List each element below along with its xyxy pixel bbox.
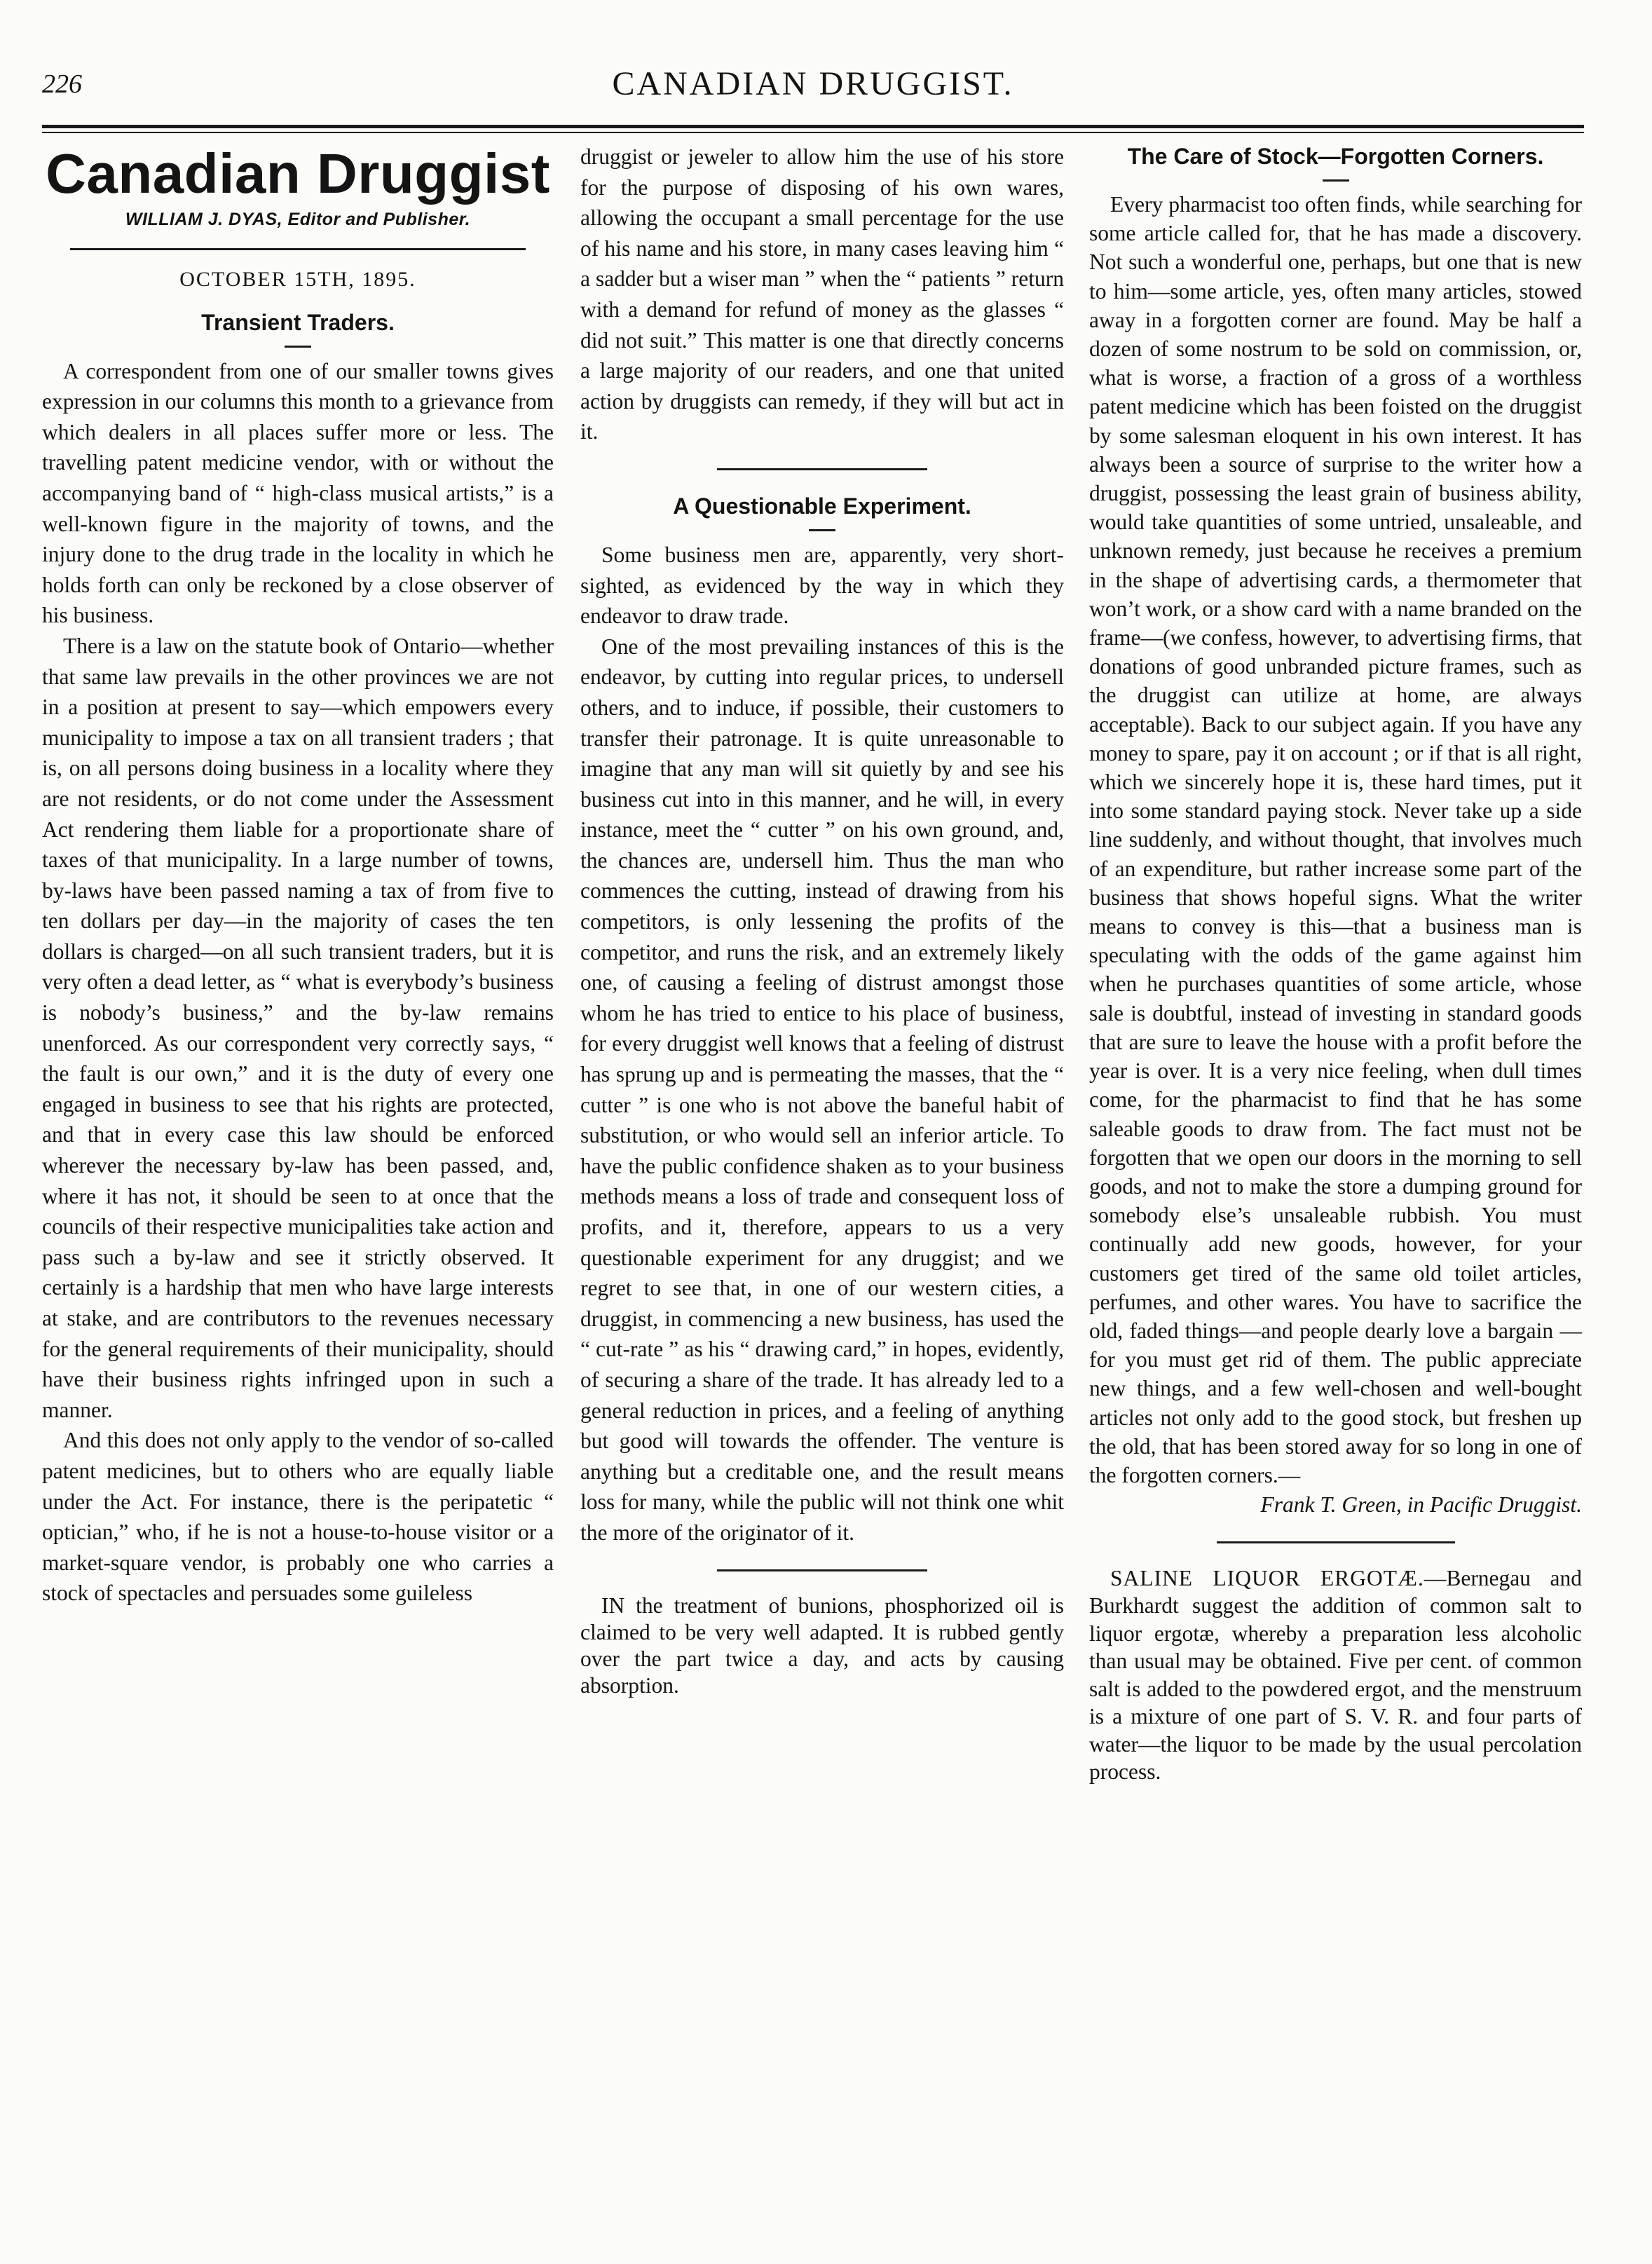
article-heading-questionable-experiment: A Questionable Experiment. <box>673 493 971 519</box>
saline-liquor-note <box>1089 1564 1582 1786</box>
article-paragraph: And this does not only apply to the vendor of so-called patent medicines, but to others who are equally liable under the Act. For instance, there is the peripatetic “ optician,” who, if he is not a house-to-house visitor or a market-square vendor, is probably one who carries a stock of spectacles and persuades some guileless <box>42 1428 554 1606</box>
header-rule-thick <box>42 125 1584 128</box>
issue-date: OCTOBER 15TH, 1895. <box>179 268 416 291</box>
column-left <box>42 142 554 1609</box>
article-paragraph-continued: druggist or jeweler to allow him the use of his store for the purpose of disposing of his own wares, allowing the occupant a small percentage for the use of his name and his store, in many cases leaving him “ a sadder but a wiser man ” when the “ patients ” return with a demand for refund of money as the glasses “ did not suit.” This matter is one that directly concerns a large majority of our readers, and one that united action by druggists can remedy, if they will but act in it. <box>580 144 1064 444</box>
article-paragraph: There is a law on the statute book of Ontario—whether that same law prevails in the other provinces we are not in a position at present to say—which empowers every municipality to impose a tax on all transient traders ; that is, on all persons doing business in a locality where they are not residents, or do not come under the Assessment Act rendering them liable for a proportionate share of taxes of that municipality. In a large number of towns, by-laws have been passed naming a tax of from five to ten dollars per day—in the majority of cases the ten dollars is charged—on all such transient traders, but it is very often a dead letter, as “ what is everybody’s business is nobody’s business,” and the by-law remains unenforced. As our correspondent very correctly says, “ the fault is our own,” and it is the duty of every one engaged in business to see that his rights are protected, and that in every case this law should be enforced wherever the necessary by-law has been passed, and, where it has not, it should be seen to at once that the councils of their respective municipalities take action and pass such a by-law and see it strictly observed. It certainly is a hardship that men who have large interests at stake, and are contributors to the revenues necessary for the general requirements of their municipality, should have their business rights infringed upon in such a manner. <box>42 633 554 1422</box>
saline-liquor-text: —Bernegau and Burkhardt suggest the addition of common salt to liquor ergotæ, whereby a preparation less alcoholic than usual may be obtained. Five per cent. of common salt is added to the powdered ergot, and the menstruum is a mixture of one part of S. V. R. and four parts of water—the liquor to be made by the usual percolation process. <box>1089 1565 1582 1785</box>
article-paragraph: One of the most prevailing instances of this is the endeavor, by cutting into regular prices, to undersell others, and to induce, if possible, their customers to transfer their patronage. It is quite unreasonable to imagine that any man will sit quietly by and see his business cut into in this manner, and he will, in every instance, meet the “ cutter ” on his own ground, and, the chances are, undersell him. Thus the man who commences the cutting, instead of drawing from his competitors, is only lessening the profits of the competitor, and runs the risk, and an extremely likely one, of causing a feeling of distrust amongst those whom he has tried to entice to his place of business, for every druggist well knows that a feeling of distrust has sprung up and is permeating the masses, that the “ cutter ” is one who is not above the baneful habit of substitution, or who would sell an inferior article. To have the public confidence shaken as to your business methods means a loss of trade and consequent loss of profits, and it, therefore, appears to us a very questionable experiment for any druggist; and we regret to see that, in one of our western cities, a druggist, in commencing a new business, has used the “ cut-rate ” as his “ drawing card,” in hopes, evidently, of securing a share of the trade. It has already led to a general reduction in prices, and a feeling of anything but good will towards the offender. The venture is anything but a creditable one, and the result means loss for many, while the public will not think one whit the more of the originator of it. <box>580 634 1064 1545</box>
article-paragraph: Some business men are, apparently, very short-sighted, as evidenced by the way in which they endeavor to draw trade. <box>580 542 1064 629</box>
heading-dash <box>1323 179 1349 182</box>
article-heading-transient-traders: Transient Traders. <box>201 309 395 335</box>
saline-liquor-lead: SALINE LIQUOR ERGOTÆ. <box>1110 1565 1424 1590</box>
article-heading-care-of-stock: The Care of Stock—Forgotten Corners. <box>1127 144 1544 169</box>
page-number: 226 <box>42 69 82 99</box>
masthead-title: Canadian Druggist <box>46 142 550 205</box>
heading-dash <box>285 346 311 348</box>
page-header <box>42 65 1584 118</box>
header-rule-thin <box>42 132 1584 133</box>
masthead-rule <box>70 248 526 250</box>
column-right <box>1089 142 1582 1786</box>
article-signature: Frank T. Green, in Pacific Druggist. <box>1260 1492 1582 1518</box>
section-separator <box>1217 1541 1455 1543</box>
article-paragraph: A correspondent from one of our smaller towns gives expression in our columns this month to a grievance from which dealers in all places suffer more or less. The travelling patent medicine vendor, with or without the accompanying band of “ high-class musical artists,” is a well-known figure in the majority of towns, and the injury done to the drug trade in the locality in which he holds forth can only be reckoned by a close observer of his business. <box>42 358 554 628</box>
masthead-editor: WILLIAM J. DYAS, Editor and Publisher. <box>125 210 471 229</box>
bunions-note: IN the treatment of bunions, phosphorized oil is claimed to be very well adapted. It is rubbed gently over the part twice a day, and acts by causing absorption. <box>580 1593 1064 1698</box>
section-separator <box>717 468 927 470</box>
column-middle <box>580 142 1064 1699</box>
running-head: CANADIAN DRUGGIST. <box>612 65 1014 102</box>
article-paragraph: Every pharmacist too often finds, while searching for some article called for, that he has made a discovery. Not such a wonderful one, perhaps, but one that is new to him—some article, yes, often many articles, stowed away in a forgotten corner are found. May be half a dozen of some nostrum to be sold on commission, or, what is worse, a fraction of a gross of a worthless patent medicine which has been foisted on the druggist by some salesman eloquent in his own interest. It has always been a source of surprise to the writer how a druggist, possessing the least grain of business ability, would take quantities of some untried, unsaleable, and unknown remedy, just because he receives a premium in the shape of advertising cards, a thermometer that won’t work, or a show card with a name branded on the frame—(we confess, however, to advertising firms, that donations of good unbranded picture frames, such as the druggist can utilize at home, are always acceptable). Back to our subject again. If you have any money to spare, pay it on account ; or if that is all right, which we sincerely hope it is, these hard times, put it into some standard paying stock. Never take up a side line suddenly, and without thought, that involves much of an expenditure, but rather increase some part of the business that shows hopeful signs. What the writer means to convey is this—that a business man is speculating with the odds of the game against him when he purchases quantities of some article, whose sale is doubtful, instead of investing in standard goods that are sure to leave the house with a profit before the year is over. It is a very nice feeling, when dull times come, for the pharmacist to find that he has some saleable goods to draw from. The fact must not be forgotten that we open our doors in the morning to sell goods, and not to make the store a dumping ground for somebody else’s unsaleable rubbish. You must continually add new goods, however, for your customers get tired of the same old toilet articles, perfumes, and other wares. You have to sacrifice the old, faded things—and people dearly love a bargain —for you must get rid of them. The public appreciate new things, and a few well-chosen and well-bought articles not only add to the good stock, but freshen up the old, that has been stored away for so long in one of the forgotten corners.— <box>1089 192 1582 1487</box>
section-separator <box>717 1569 927 1571</box>
heading-dash <box>809 529 835 531</box>
